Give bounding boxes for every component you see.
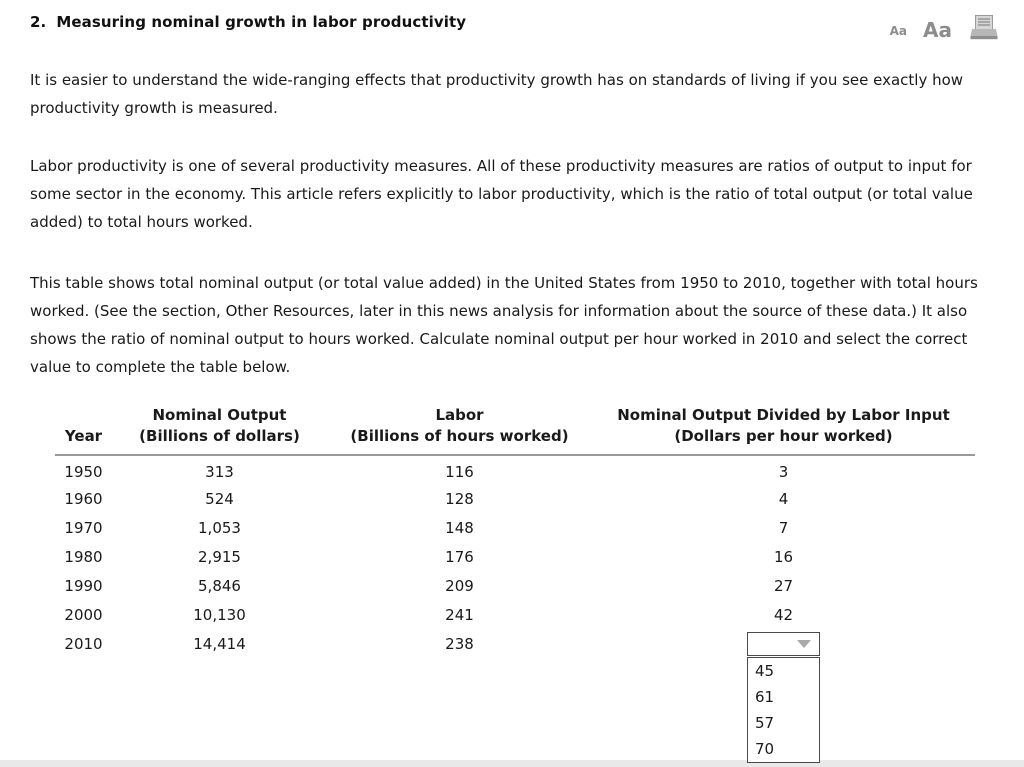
table-row	[55, 542, 975, 571]
section-title	[30, 13, 466, 31]
cell-output: 10,130	[193, 605, 246, 624]
cell-labor: 176	[445, 547, 474, 566]
col-header-ratio: Nominal Output Divided by Labor Input (Dollars per hour worked)	[592, 405, 975, 455]
dropdown-option[interactable]: 57	[755, 713, 775, 732]
print-button[interactable]	[968, 15, 998, 40]
printer-icon	[968, 15, 998, 40]
cell-output: 1,053	[198, 518, 241, 537]
dropdown-option[interactable]: 70	[755, 739, 775, 758]
cell-year: 1980	[64, 547, 103, 566]
article-content	[0, 66, 1024, 381]
table-row	[55, 571, 975, 600]
section-title-text: Measuring nominal growth in labor productivity	[56, 13, 467, 31]
ratio-dropdown	[747, 632, 820, 758]
chevron-down-icon	[797, 640, 811, 648]
cell-ratio: 27	[773, 576, 794, 595]
cell-year: 2010	[64, 634, 103, 653]
table-row	[55, 513, 975, 542]
dropdown-option[interactable]: 61	[755, 687, 775, 706]
section-number: 2.	[30, 13, 47, 31]
table-header-row	[55, 405, 975, 455]
cell-labor: 148	[445, 518, 474, 537]
cell-year: 1960	[64, 489, 103, 508]
cell-labor: 128	[445, 489, 474, 508]
table-row	[55, 455, 975, 484]
cell-labor: 116	[445, 463, 474, 481]
cell-output: 524	[205, 489, 234, 508]
cell-ratio: 7	[778, 518, 789, 537]
ratio-dropdown-toggle[interactable]	[747, 632, 820, 656]
paragraph-1: It is easier to understand the wide-ranging effects that productivity growth has on standards of living if you see exactly how productivity growth is measured.	[30, 71, 964, 117]
bottom-edge-strip	[0, 760, 1024, 767]
table-row	[55, 600, 975, 629]
font-size-large-button[interactable]: Aa	[923, 18, 952, 42]
topbar	[0, 0, 1024, 40]
col-header-year: Year	[55, 405, 112, 455]
cell-labor: 238	[445, 634, 474, 653]
cell-output: 313	[205, 463, 234, 481]
cell-output: 14,414	[193, 634, 246, 653]
display-controls	[890, 13, 998, 40]
productivity-table	[55, 405, 975, 758]
cell-labor: 241	[445, 605, 474, 624]
cell-output: 2,915	[198, 547, 241, 566]
col-header-nominal-output: Nominal Output (Billions of dollars)	[112, 405, 327, 455]
table-row	[55, 484, 975, 513]
cell-year: 1950	[64, 463, 103, 481]
font-size-small-button[interactable]: Aa	[889, 24, 908, 38]
cell-year: 2000	[64, 605, 103, 624]
cell-ratio-dropdown	[592, 629, 975, 758]
cell-ratio: 3	[778, 463, 789, 481]
dropdown-option[interactable]: 45	[755, 661, 775, 680]
cell-year: 1990	[64, 576, 103, 595]
cell-ratio: 16	[773, 547, 794, 566]
cell-year: 1970	[64, 518, 103, 537]
cell-ratio: 4	[778, 489, 789, 508]
paragraph-3: This table shows total nominal output (or total value added) in the United States from 1950 to 2010, together with total hours worked. (See the section, Other Resources, later in this news analysis for information about the source of these data.) It also shows the ratio of nominal output to hours worked. Calculate nominal output per hour worked in 2010 and select the correct value to complete the table below.	[30, 274, 978, 376]
table-row	[55, 629, 975, 658]
cell-labor: 209	[445, 576, 474, 595]
cell-ratio: 42	[773, 605, 794, 624]
col-header-labor: Labor (Billions of hours worked)	[327, 405, 592, 455]
paragraph-2: Labor productivity is one of several productivity measures. All of these productivity measures are ratios of output to input for some sector in the economy. This article refers explicitly to labor productivity, which is the ratio of total output (or total value added) to total hours worked.	[30, 157, 973, 231]
cell-output: 5,846	[198, 576, 241, 595]
ratio-dropdown-list	[747, 657, 820, 763]
